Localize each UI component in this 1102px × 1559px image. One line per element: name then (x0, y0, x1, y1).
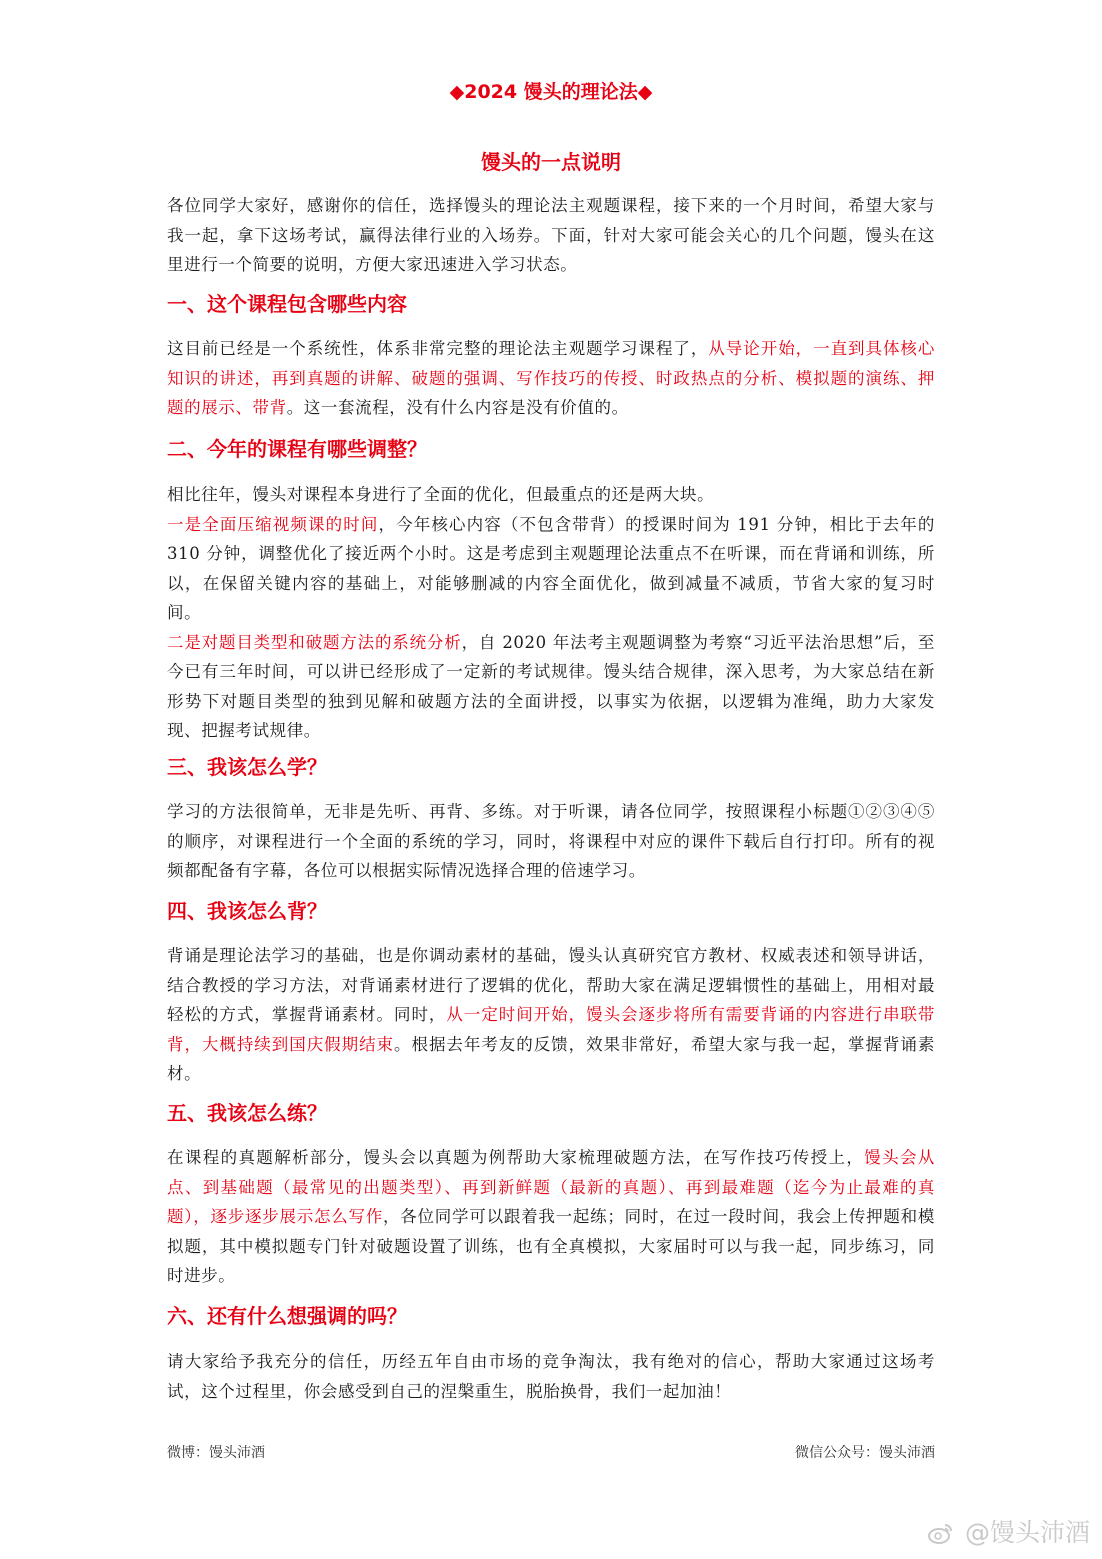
section-3-heading: 三、我该怎么学？ (167, 755, 327, 779)
s5-text-b: ，各位同学可以跟着我一起练；同时，在过一段时间，我会上传押题和模拟题，其中模拟题专门针对破题设置了训练，也有全真模拟，大家届时可以与我一起，同步练习，同时进步。 (167, 1207, 935, 1285)
section-6-heading: 六、还有什么想强调的吗？ (167, 1304, 407, 1328)
section-4-body (167, 941, 935, 1089)
s1-text-b: 。这一套流程，没有什么内容是没有价值的。 (286, 398, 629, 417)
s2-point-2-highlight: 二是对题目类型和破题方法的系统分析 (167, 632, 462, 652)
footer-weibo: 微博：馒头沛酒 (167, 1445, 265, 1461)
section-3-body (167, 797, 935, 886)
s1-text-highlight: 从导论开始，一直到具体核心知识的讲述，再到真题的讲解、破题的强调、写作技巧的传授、时政热点的分析、模拟题的演练、押题的展示、带背 (167, 339, 935, 417)
s5-text-a: 在课程的真题解析部分，馒头会以真题为例帮助大家梳理破题方法，在写作技巧传授上， (167, 1148, 865, 1167)
section-5-paragraph (167, 1143, 935, 1291)
s4-text-a: 背诵是理论法学习的基础，也是你调动素材的基础，馒头认真研究官方教材、权威表述和领导讲话，结合教授的学习方法，对背诵素材进行了逻辑的优化，帮助大家在满足逻辑惯性的基础上，用相对最轻松的方式，掌握背诵素材。同时， (167, 946, 935, 1024)
section-4-paragraph (167, 941, 935, 1089)
section-1-heading: 一、这个课程包含哪些内容 (167, 292, 407, 316)
section-1-body (167, 334, 935, 423)
section-5-body (167, 1143, 935, 1291)
doc-title: 馒头的一点说明 (481, 150, 621, 174)
section-2-paragraph-1: 相比往年，馒头对课程本身进行了全面的优化，但最重点的还是两大块。 (167, 485, 715, 504)
section-2-heading: 二、今年的课程有哪些调整？ (167, 437, 427, 461)
footer-wechat: 微信公众号：馒头沛酒 (795, 1445, 935, 1461)
s2-point-1-text: ，今年核心内容（不包含带背）的授课时间为 191 分钟，相比于去年的 310 分钟，调整优化了接近两个小时。这是考虑到主观题理论法重点不在听课，而在背诵和训练，所以，在保留关键内容的基础上，对能够删减的内容全面优化，做到减量不减质，节省大家的复习时间。 (167, 514, 935, 622)
section-3-paragraph: 学习的方法很简单，无非是先听、再背、多练。对于听课，请各位同学，按照课程小标题①②③④⑤的顺序，对课程进行一个全面的系统的学习，同时，将课程中对应的课件下载后自行打印。所有的视频都配备有字幕，各位可以根据实际情况选择合理的倍速学习。 (167, 802, 935, 880)
s2-point-2-text: ，自 2020 年法考主观题调整为考察“习近平法治思想”后，至今已有三年时间，可以讲已经形成了一定新的考试规律。馒头结合规律，深入思考，为大家总结在新形势下对题目类型的独到见解和破题方法的全面讲授，以事实为依据，以逻辑为准绳，助力大家发现、把握考试规律。 (167, 632, 935, 740)
s1-text-a: 这目前已经是一个系统性，体系非常完整的理论法主观题学习课程了， (167, 339, 709, 358)
section-2-body (167, 480, 935, 746)
section-5-heading: 五、我该怎么练？ (167, 1101, 327, 1125)
watermark-text: @馒头沛酒 (964, 1518, 1090, 1547)
section-4-heading: 四、我该怎么背？ (167, 899, 327, 923)
s5-text-highlight: 馒头会从点、到基础题（最常见的出题类型）、再到新鲜题（最新的真题）、再到最难题（迄今为止最难的真题），逐步逐步展示怎么写作 (167, 1148, 936, 1226)
s4-text-highlight: 从一定时间开始，馒头会逐步将所有需要背诵的内容进行串联带背，大概持续到国庆假期结束 (167, 1005, 935, 1054)
weibo-icon (928, 1522, 961, 1547)
section-1-paragraph (167, 334, 935, 423)
section-6-paragraph: 请大家给予我充分的信任，历经五年自由市场的竞争淘汰，我有绝对的信心，帮助大家通过这场考试，这个过程里，你会感受到自己的涅槃重生，脱胎换骨，我们一起加油！ (167, 1352, 935, 1401)
section-2-paragraph-3 (167, 628, 935, 746)
intro-block (167, 191, 935, 280)
header-title: ◆2024 馒头的理论法◆ (449, 81, 653, 103)
section-2-paragraph-2 (167, 510, 935, 628)
s4-text-b: 。根据去年考友的反馈，效果非常好，希望大家与我一起，掌握背诵素材。 (167, 1034, 935, 1083)
section-6-body (167, 1347, 935, 1406)
watermark (928, 1517, 1090, 1551)
intro-paragraph: 各位同学大家好，感谢你的信任，选择馒头的理论法主观题课程，接下来的一个月时间，希望大家与我一起，拿下这场考试，赢得法律行业的入场券。下面，针对大家可能会关心的几个问题，馒头在这里进行一个简要的说明，方便大家迅速进入学习状态。 (167, 196, 935, 274)
s2-point-1-highlight: 一是全面压缩视频课的时间 (167, 514, 379, 534)
